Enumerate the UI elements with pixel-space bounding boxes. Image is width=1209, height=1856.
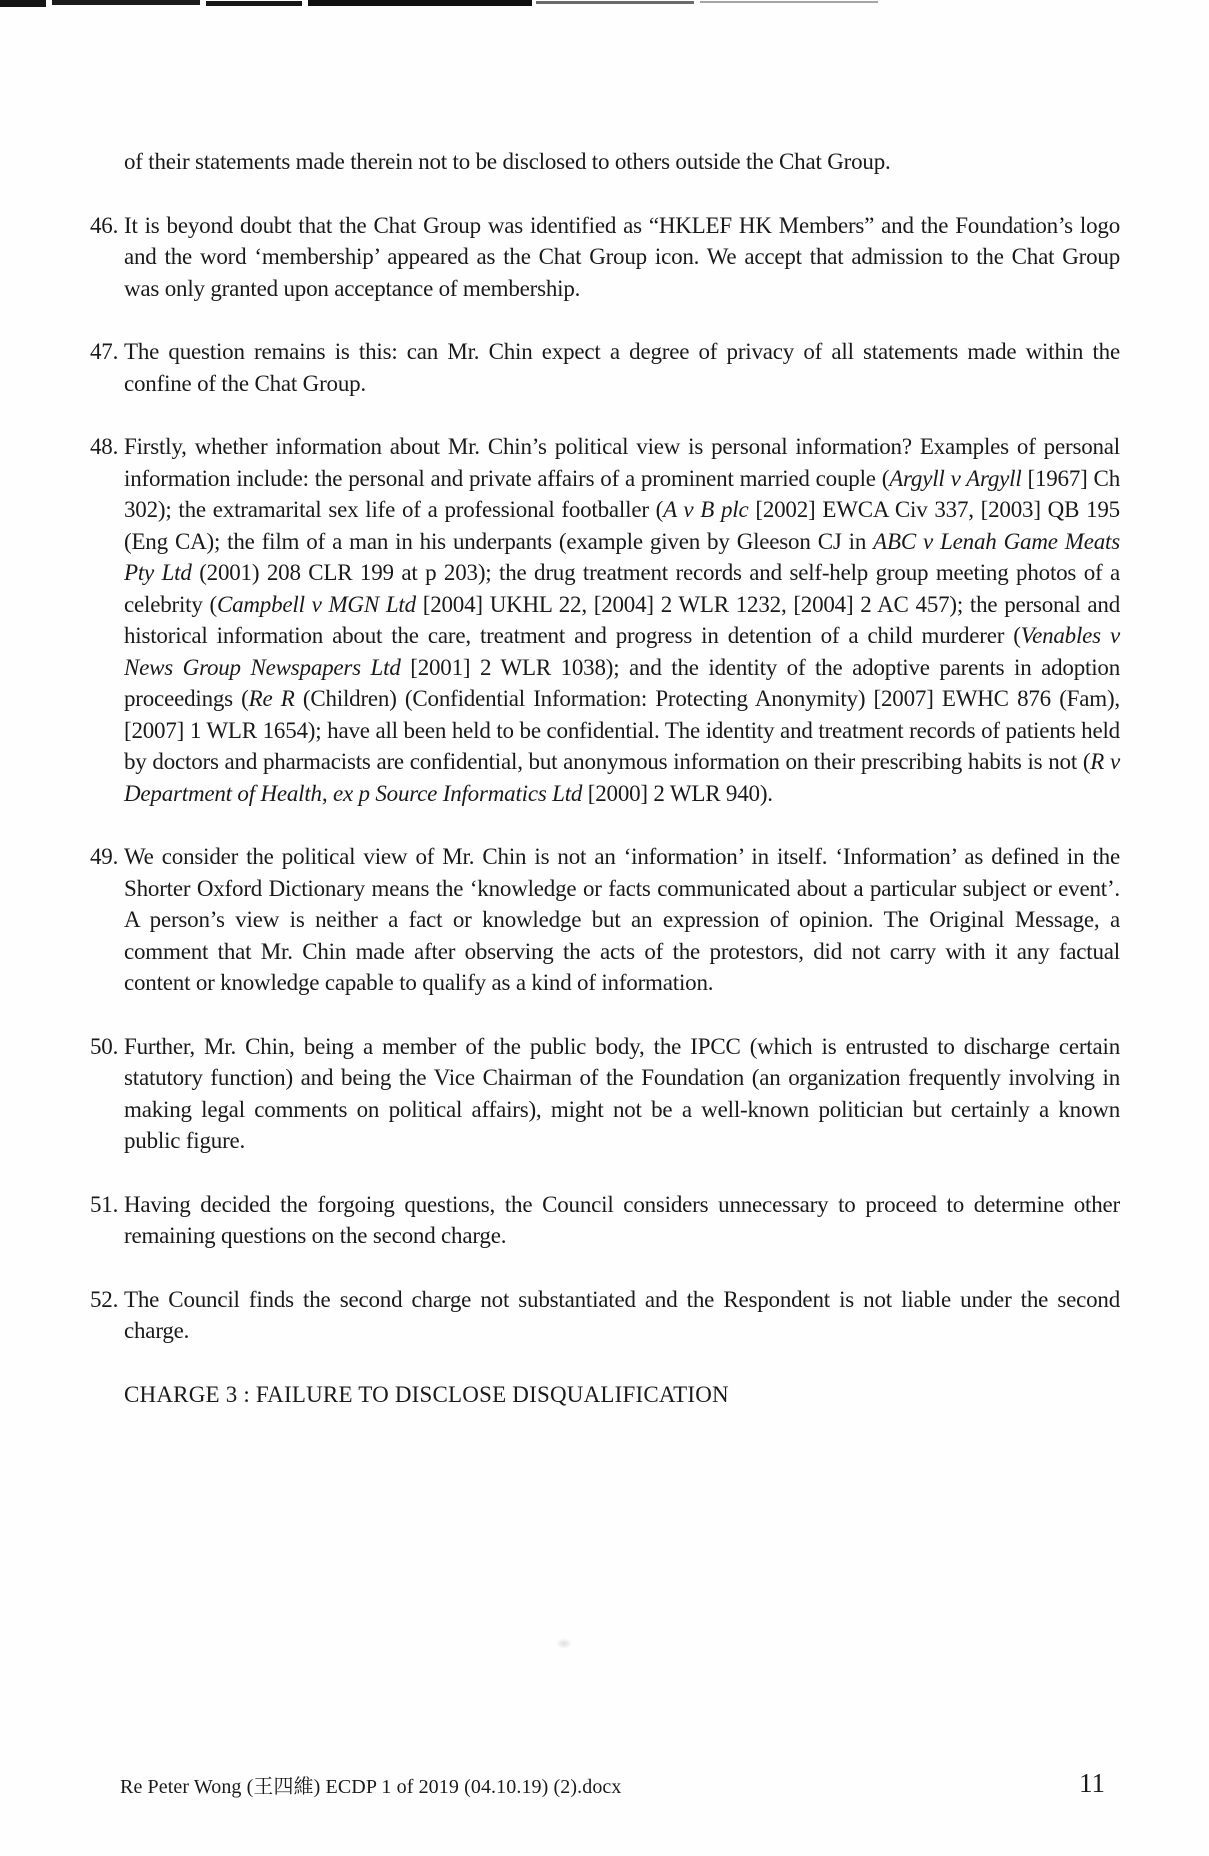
paragraph-number: 49. <box>90 844 119 869</box>
footer-document-reference: Re Peter Wong (王四維) ECDP 1 of 2019 (04.10.19) (2).docx <box>120 1776 622 1798</box>
case-citation: Re R <box>248 686 295 711</box>
case-citation: Venables v News Group Newspapers Ltd <box>124 623 1121 680</box>
paragraph-text: We consider the political view of Mr. Chin is not an ‘information’ in itself. ‘Information’ as defined in the Shorter Oxford Dictionary means the ‘knowledge or facts communicated about a particular subject or event’. A person’s view is neither a fact or knowledge but an expression of opinion. The Original Message, a comment that Mr. Chin made after observing the acts of the protestors, did not carry with it any factual content or knowledge capable to qualify as a kind of information. <box>124 844 1120 995</box>
paragraph <box>90 210 1120 305</box>
paragraph-text: The Council finds the second charge not substantiated and the Respondent is not liable under the second charge. <box>124 1286 1120 1343</box>
paragraph-text: Having decided the forgoing questions, the Council considers unnecessary to proceed to determine other remaining questions on the second charge. <box>124 1191 1120 1248</box>
paragraph-number: 47. <box>90 339 119 364</box>
paragraph-text: Further, Mr. Chin, being a member of the public body, the IPCC (which is entrusted to discharge certain statutory function) and being the Vice Chairman of the Foundation (an organization frequently involving in making legal comments on political affairs), might not be a well-known politician but certainly a known public figure. <box>124 1033 1120 1153</box>
paragraph <box>90 841 1120 999</box>
paragraph-text: Firstly, whether information about Mr. Chin’s political view is personal information? Examples of personal information include: the personal and private affairs of a prominent married couple (Argyll v Argyll [1967] Ch 302); the extramarital sex life of a professional footballer (A v B plc [2002] EWCA Civ 337, [2003] QB 195 (Eng CA); the film of a man in his underpants (example given by Gleeson CJ in ABC v Lenah Game Meats Pty Ltd (2001) 208 CLR 199 at p 203); the drug treatment records and self-help group meeting photos of a celebrity (Campbell v MGN Ltd [2004] UKHL 22, [2004] 2 WLR 1232, [2004] 2 AC 457); the personal and historical information about the care, treatment and progress in detention of a child murderer (Venables v News Group Newspapers Ltd [2001] 2 WLR 1038); and the identity of the adoptive parents in adoption proceedings (Re R (Children) (Confidential Information: Protecting Anonymity) [2007] EWHC 876 (Fam), [2007] 1 WLR 1654); have all been held to be confidential. The identity and treatment records of patients held by doctors and pharmacists are confidential, but anonymous information on their prescribing habits is not (R v Department of Health, ex p Source Informatics Ltd [2000] 2 WLR 940). <box>124 434 1121 806</box>
case-citation: A v B plc <box>663 497 749 522</box>
document-body <box>90 146 1120 1410</box>
case-citation: R v Department of Health, ex p Source Informatics Ltd <box>124 749 1120 806</box>
paragraph <box>90 1284 1120 1347</box>
scan-artifact-segment <box>308 0 532 6</box>
scan-artifact-segment <box>206 1 302 6</box>
case-citation: ABC v Lenah Game Meats Pty Ltd <box>124 528 1120 585</box>
case-citation: Campbell v MGN Ltd <box>216 591 416 617</box>
paragraph-text: of their statements made therein not to be disclosed to others outside the Chat Group. <box>124 149 891 174</box>
page-footer <box>120 1768 1105 1799</box>
paragraph-text: It is beyond doubt that the Chat Group was identified as “HKLEF HK Members” and the Foundation’s logo and the word ‘membership’ appeared as the Chat Group icon. We accept that admission to the Chat Group was only granted upon acceptance of membership. <box>124 212 1120 301</box>
scan-artifact-segment <box>52 0 200 5</box>
paragraph-number: 50. <box>90 1033 119 1059</box>
scan-artifact-segment <box>536 1 694 4</box>
paragraph <box>90 146 1120 178</box>
paragraph <box>90 1189 1120 1252</box>
scan-artifact-segment <box>700 1 878 3</box>
paragraph-number: 46. <box>90 212 119 238</box>
scan-artifact-segment <box>0 0 46 7</box>
scan-artifact-top <box>0 0 1209 12</box>
section-heading-charge-3: CHARGE 3 : FAILURE TO DISCLOSE DISQUALIFICATION <box>124 1381 729 1407</box>
paragraph-number: 52. <box>90 1286 119 1312</box>
paragraph-number: 51. <box>90 1191 119 1217</box>
paragraph <box>90 336 1120 399</box>
paragraph-text: The question remains is this: can Mr. Chin expect a degree of privacy of all statements made within the confine of the Chat Group. <box>124 339 1120 396</box>
scan-smudge <box>556 1638 572 1649</box>
paragraph-number: 48. <box>90 434 119 459</box>
paragraph-list <box>90 146 1120 1347</box>
page-number: 11 <box>1079 1768 1105 1798</box>
paragraph <box>90 1031 1120 1157</box>
case-citation: Argyll v Argyll <box>889 465 1022 491</box>
paragraph <box>90 431 1120 809</box>
